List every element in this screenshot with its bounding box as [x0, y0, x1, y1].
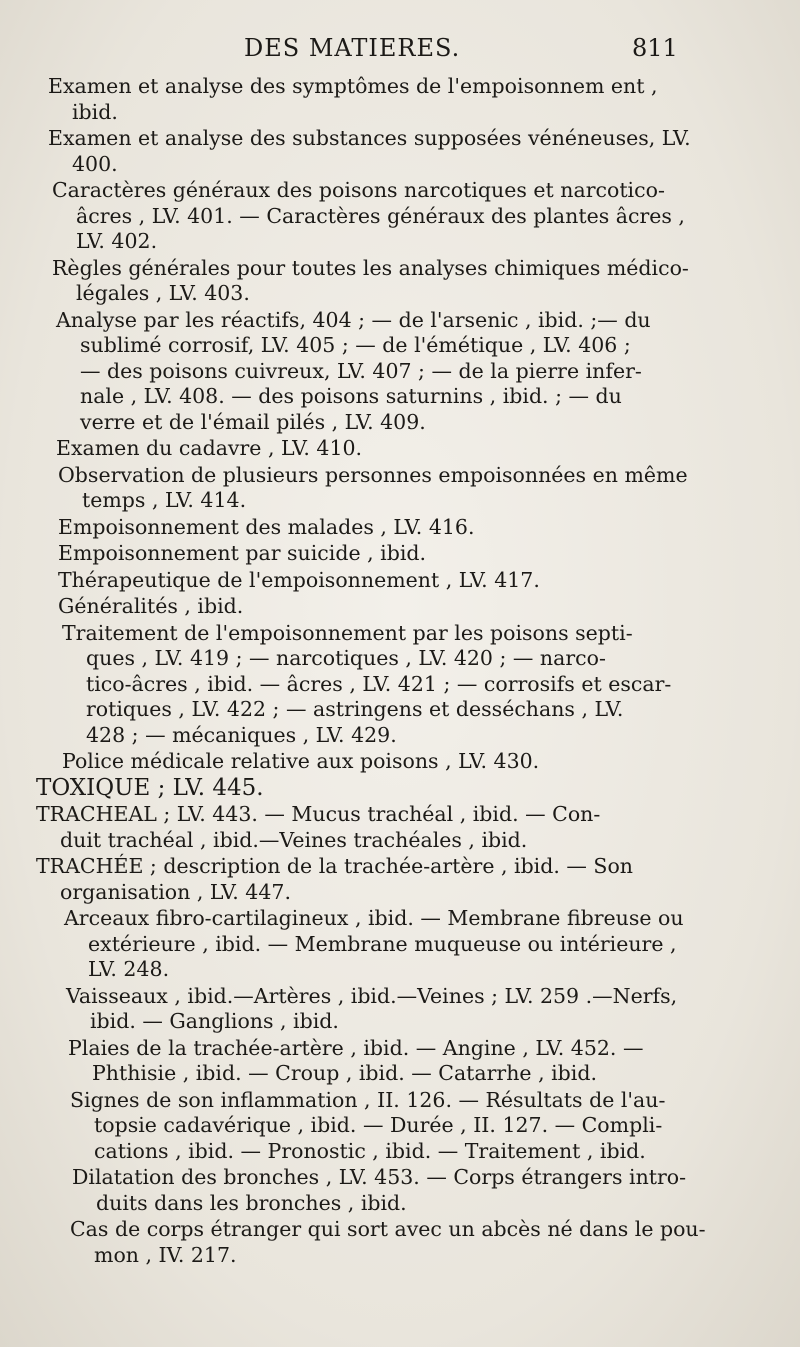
- entry-line: Observation de plusieurs personnes empoisonnées en même: [58, 462, 688, 487]
- entry-line: Empoisonnement par suicide , ibid.: [58, 541, 427, 565]
- index-entry: [36, 854, 800, 905]
- entry-line: Cas de corps étranger qui sort avec un abcès né dans le pou-: [70, 1217, 706, 1241]
- entry-line: Vaisseaux , ibid.—Artères , ibid.—Veines ; LV. 259 .—Nerfs,: [66, 983, 678, 1008]
- entry-line: extérieure , ibid. — Membrane muqueuse ou intérieure ,: [88, 931, 677, 956]
- entry-line: duit trachéal , ibid.—Veines trachéales , ibid.: [60, 827, 528, 852]
- entry-line: cations , ibid. — Pronostic , ibid. — Traitement , ibid.: [94, 1138, 646, 1163]
- entry-line: Empoisonnement des malades , LV. 416.: [58, 514, 475, 539]
- index-entry: [58, 541, 800, 567]
- entry-line: Police médicale relative aux poisons , LV. 430.: [62, 749, 540, 773]
- entry-line: TRACHEAL ; LV. 443. — Mucus trachéal , ibid. — Con-: [36, 802, 601, 826]
- index-entry: [48, 74, 800, 125]
- entry-line: tico-âcres , ibid. — âcres , LV. 421 ; — corrosifs et escar-: [86, 671, 672, 696]
- entry-line: Règles générales pour toutes les analyses chimiques médico-: [52, 255, 689, 280]
- entry-line: Phthisie , ibid. — Croup , ibid. — Catarrhe , ibid.: [92, 1061, 597, 1085]
- entry-line: Examen du cadavre , LV. 410.: [56, 436, 363, 460]
- index-entry: [56, 308, 800, 436]
- entry-line: Examen et analyse des substances supposées vénéneuses, LV.: [48, 126, 691, 150]
- index-entry: [72, 1165, 800, 1216]
- entry-line: duits dans les bronches , ibid.: [96, 1190, 407, 1215]
- entry-line: rotiques , LV. 422 ; — astringens et desséchans , LV.: [86, 697, 624, 721]
- index-entry: [70, 1088, 800, 1165]
- index-entry: [62, 749, 800, 775]
- entry-line: TRACHÉE ; description de la trachée-artère , ibid. — Son: [36, 854, 634, 878]
- entry-line: verre et de l'émail pilés , LV. 409.: [80, 409, 426, 434]
- index-entry: [58, 515, 800, 541]
- index-entry: [52, 256, 800, 307]
- entry-line: topsie cadavérique , ibid. — Durée , II. 127. — Compli-: [94, 1113, 663, 1137]
- index-entry: [58, 568, 800, 594]
- entry-line: âcres , LV. 401. — Caractères généraux des plantes âcres ,: [76, 203, 685, 228]
- entry-line: 428 ; — mécaniques , LV. 429.: [86, 722, 397, 747]
- index-entry: [58, 463, 800, 514]
- entry-line: ques , LV. 419 ; — narcotiques , LV. 420 ; — narco-: [86, 646, 606, 670]
- entry-line: Thérapeutique de l'empoisonnement , LV. 417.: [58, 567, 540, 592]
- entry-line: TOXIQUE ; LV. 445.: [36, 774, 264, 801]
- entry-line: Analyse par les réactifs, 404 ; — de l'arsenic , ibid. ;— du: [56, 307, 651, 332]
- entry-line: ibid. — Ganglions , ibid.: [90, 1009, 339, 1033]
- entry-line: Caractères généraux des poisons narcotiques et narcotico-: [52, 178, 665, 202]
- entry-line: légales , LV. 403.: [76, 281, 250, 305]
- page-number: 811: [632, 34, 678, 62]
- page-header: [0, 30, 800, 70]
- entry-line: Plaies de la trachée-artère , ibid. — Angine , LV. 452. —: [68, 1035, 644, 1060]
- entry-line: Examen et analyse des symptômes de l'empoisonnem ent ,: [48, 74, 658, 98]
- index-entry: [66, 984, 800, 1035]
- entry-line: Dilatation des bronches , LV. 453. — Corps étrangers intro-: [72, 1165, 687, 1189]
- entry-line: mon , IV. 217.: [94, 1242, 237, 1267]
- index-entry: [58, 594, 800, 620]
- running-title: DES MATIERES.: [244, 34, 461, 62]
- index-entry: [36, 776, 800, 802]
- index-entry: [70, 1217, 800, 1268]
- index-entry: [68, 1036, 800, 1087]
- entry-line: Signes de son inflammation , II. 126. — Résultats de l'au-: [70, 1087, 666, 1112]
- index-entry: [48, 126, 800, 177]
- entry-line: ibid.: [72, 99, 118, 124]
- entry-line: LV. 248.: [88, 957, 170, 981]
- entry-line: Généralités , ibid.: [58, 594, 244, 618]
- entry-line: Arceaux fibro-cartilagineux , ibid. — Membrane fibreuse ou: [64, 906, 684, 930]
- index-entry: [56, 436, 800, 462]
- entry-line: LV. 402.: [76, 229, 158, 253]
- entry-line: organisation , LV. 447.: [60, 879, 291, 904]
- entry-line: — des poisons cuivreux, LV. 407 ; — de la pierre infer-: [80, 358, 642, 383]
- entry-line: Traitement de l'empoisonnement par les poisons septi-: [62, 620, 633, 645]
- index-entry: [36, 802, 800, 853]
- entry-line: nale , LV. 408. — des poisons saturnins , ibid. ; — du: [80, 384, 622, 408]
- entry-line: sublimé corrosif, LV. 405 ; — de l'émétique , LV. 406 ;: [80, 333, 631, 357]
- index-entries: [0, 73, 800, 1268]
- index-entry: [64, 906, 800, 983]
- entry-line: temps , LV. 414.: [82, 488, 247, 512]
- index-entry: [62, 621, 800, 749]
- index-entry: [52, 178, 800, 255]
- entry-line: 400.: [72, 151, 118, 176]
